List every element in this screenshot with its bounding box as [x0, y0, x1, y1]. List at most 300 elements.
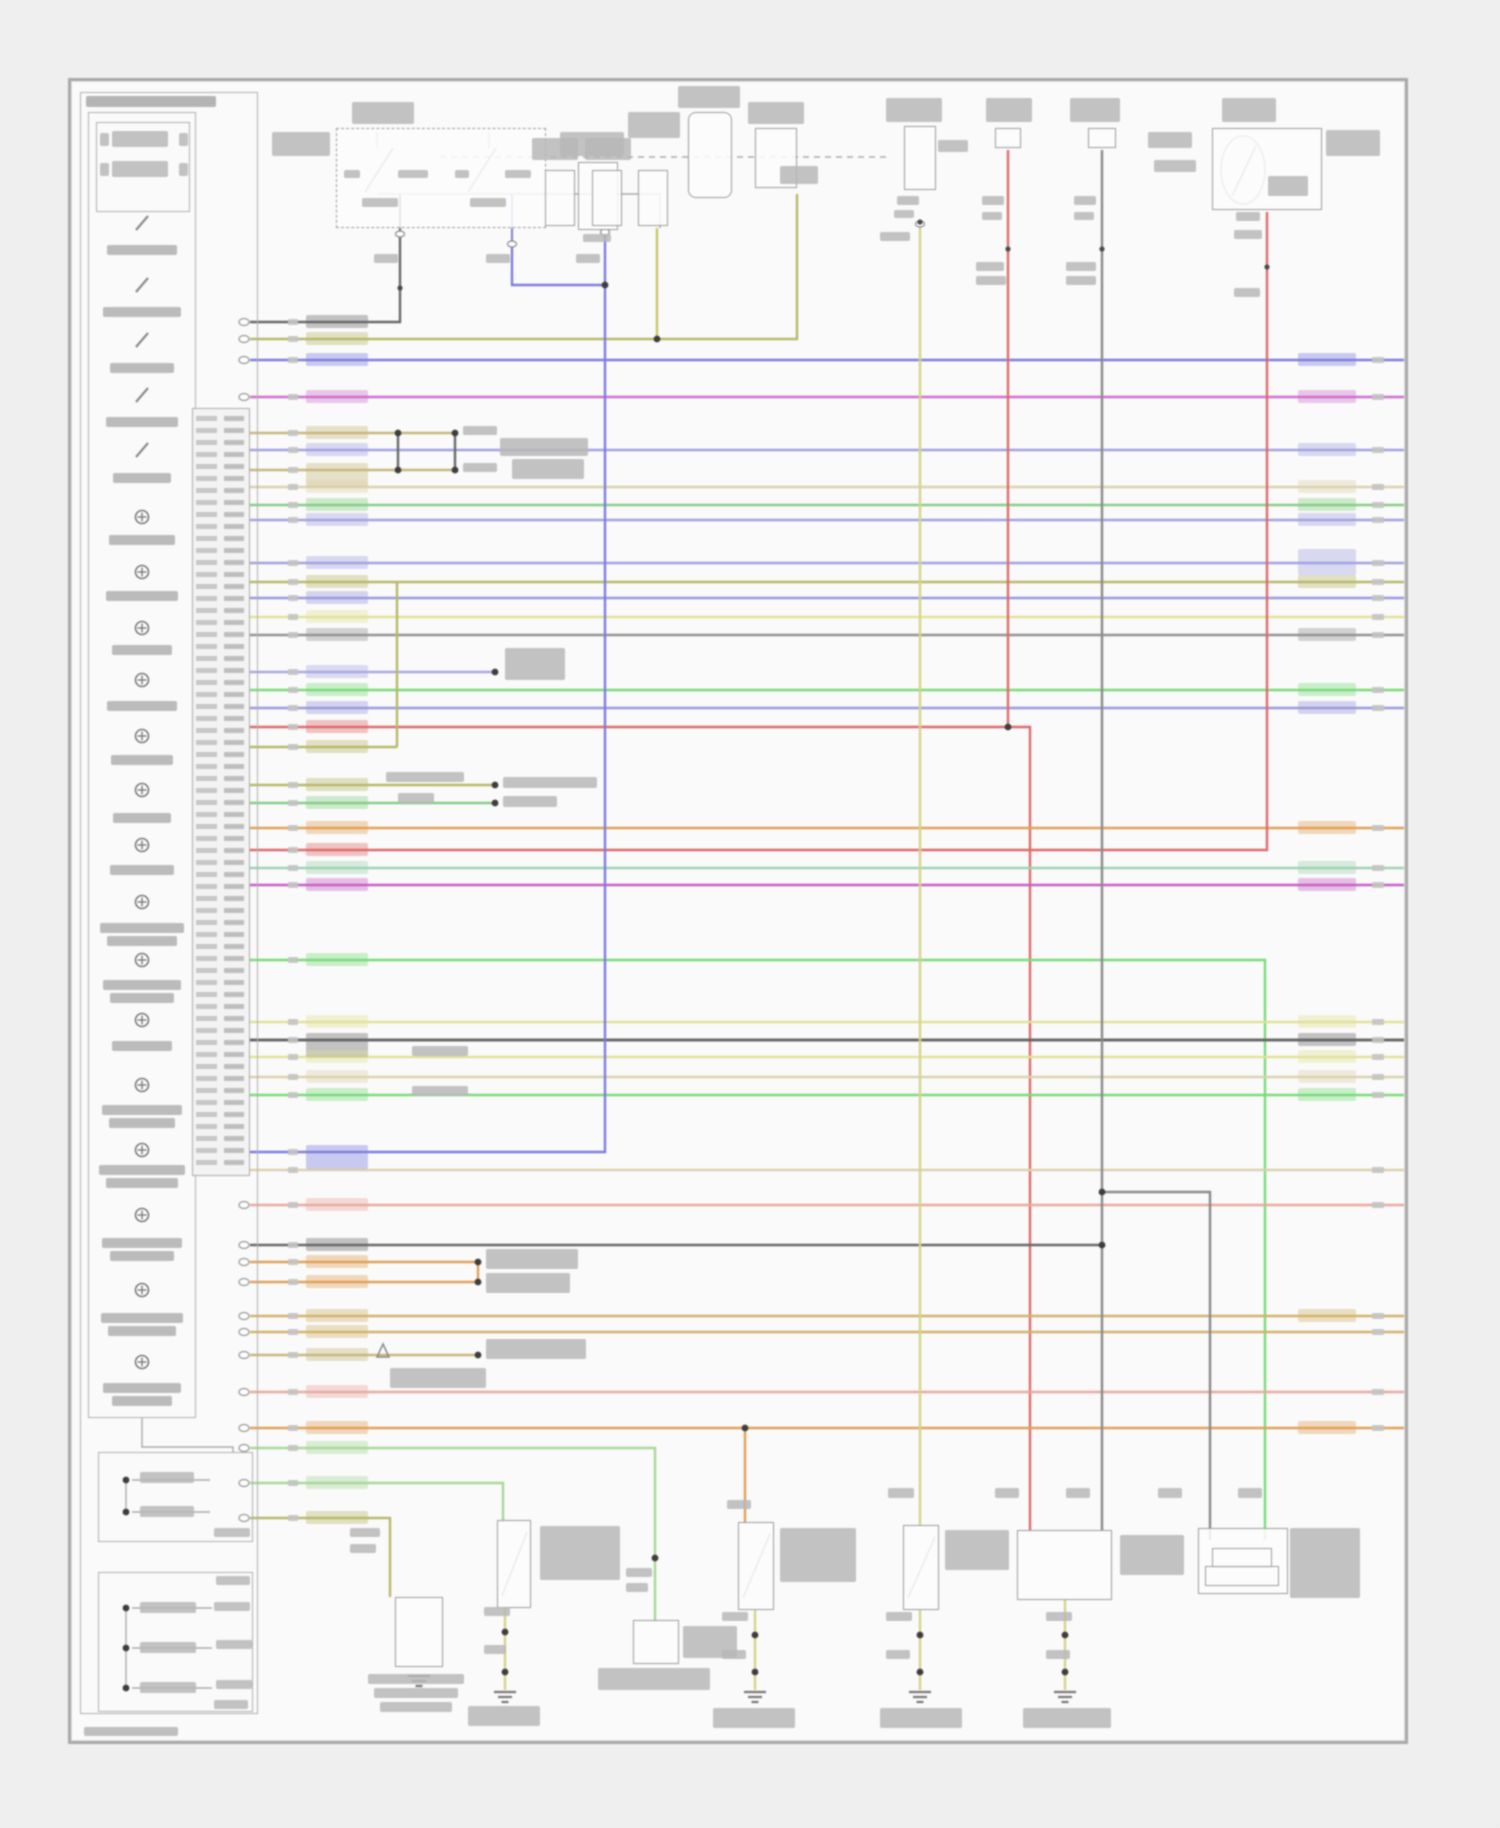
- splice-dot: [397, 285, 402, 290]
- connector-pin-tick: [196, 944, 217, 949]
- label-blob: [484, 1645, 506, 1654]
- wire: [250, 212, 1267, 850]
- component-box: [1088, 128, 1116, 148]
- connector-pin-tick: [224, 1028, 244, 1033]
- pin-number: [288, 394, 298, 400]
- component-box: [904, 126, 936, 190]
- label-blob: [412, 1046, 468, 1056]
- pin-number: [288, 1389, 298, 1395]
- label-blob: [455, 170, 469, 178]
- connector-pin-tick: [224, 848, 244, 853]
- pin-number: [1372, 357, 1384, 363]
- wire-label: [306, 1088, 368, 1101]
- connector-pin-tick: [224, 620, 244, 625]
- wire-label: [306, 1070, 368, 1083]
- label-blob: [1066, 262, 1096, 271]
- connector-pin-tick: [196, 1148, 217, 1153]
- pin-number: [288, 782, 298, 788]
- connector-pin-tick: [224, 1088, 244, 1093]
- connector-pin-tick: [224, 704, 244, 709]
- junction-dot: [602, 282, 609, 289]
- label-blob: [503, 777, 597, 788]
- connector-pin-tick: [196, 764, 217, 769]
- splice-dot: [1264, 264, 1269, 269]
- pin-number: [288, 319, 298, 325]
- junction-dot: [452, 430, 459, 437]
- connector-pin-tick: [224, 740, 244, 745]
- connector-pin-tick: [196, 596, 217, 601]
- pin-number: [1372, 825, 1384, 831]
- pin-number: [288, 357, 298, 363]
- label-blob: [374, 1688, 458, 1698]
- pin-number: [288, 1329, 298, 1335]
- connector-pin-tick: [196, 872, 217, 877]
- sidebar-item-label: [109, 1118, 175, 1128]
- connector-pin-tick: [196, 896, 217, 901]
- sidebar-item-label: [107, 245, 177, 255]
- junction-dot: [395, 467, 402, 474]
- connector-pin-tick: [224, 956, 244, 961]
- label-blob: [386, 772, 464, 782]
- wire: [512, 245, 605, 285]
- label-blob: [880, 1708, 962, 1728]
- pin-number: [288, 1445, 298, 1451]
- connector-pin-tick: [196, 836, 217, 841]
- junction-dot: [1005, 724, 1012, 731]
- connector-pin-tick: [196, 1112, 217, 1117]
- sidebar-item-label: [107, 936, 177, 946]
- connector-pin-tick: [196, 560, 217, 565]
- label-blob: [398, 170, 428, 178]
- wire-end-label: [1298, 1050, 1356, 1063]
- label-blob: [1046, 1612, 1072, 1621]
- label-blob: [512, 459, 584, 479]
- pin-number: [288, 502, 298, 508]
- connector-pin-tick: [224, 992, 244, 997]
- label-blob: [1120, 1535, 1184, 1575]
- pin-number: [288, 560, 298, 566]
- connector-pin-tick: [224, 1124, 244, 1129]
- label-blob: [540, 1526, 620, 1580]
- component-box: [1212, 1548, 1272, 1568]
- wire-label: [306, 1198, 368, 1211]
- connector-pin-tick: [196, 656, 217, 661]
- label-blob: [272, 132, 330, 156]
- label-blob: [503, 796, 557, 807]
- pin-number: [288, 517, 298, 523]
- connector-pin-tick: [224, 944, 244, 949]
- pin-number: [1372, 1074, 1384, 1080]
- wire-label: [306, 1476, 368, 1489]
- label-blob: [626, 1568, 652, 1577]
- pin-number: [1372, 687, 1384, 693]
- connector-pin-tick: [224, 812, 244, 817]
- label-blob: [344, 170, 360, 178]
- component-box: [688, 112, 732, 198]
- connector-pin-tick: [196, 536, 217, 541]
- label-blob: [722, 1612, 748, 1621]
- connector-pin-tick: [196, 860, 217, 865]
- sidebar-item-label: [103, 307, 181, 317]
- pin-number: [1372, 614, 1384, 620]
- connector-pin-tick: [196, 932, 217, 937]
- connector-pin-tick: [196, 512, 217, 517]
- inline-connector: [396, 231, 405, 237]
- connector-pin-tick: [196, 1028, 217, 1033]
- wire-label: [306, 843, 368, 856]
- switch-component: [497, 1520, 531, 1608]
- sidebar-item-label: [113, 813, 171, 823]
- pin-number: [288, 579, 298, 585]
- sidebar-item-label: [112, 1041, 172, 1051]
- label-blob: [500, 438, 588, 456]
- label-blob: [486, 254, 510, 263]
- connector-pin-tick: [224, 980, 244, 985]
- sidebar-item-label: [106, 417, 178, 427]
- connector-pin-tick: [196, 1076, 217, 1081]
- connector-pin-tick: [196, 1088, 217, 1093]
- wire-label: [306, 683, 368, 696]
- wire-label: [306, 1255, 368, 1268]
- pin-number: [1372, 1037, 1384, 1043]
- connector-pin-tick: [196, 1016, 217, 1021]
- pin-number: [288, 687, 298, 693]
- label-blob: [780, 1528, 856, 1582]
- connector-pin-tick: [224, 920, 244, 925]
- connector-pin-tick: [224, 548, 244, 553]
- connector-pin-tick: [224, 1040, 244, 1045]
- junction-dot: [742, 1425, 749, 1432]
- connector-pin-tick: [224, 824, 244, 829]
- sidebar-item-label: [108, 1326, 176, 1336]
- connector-pin-tick: [196, 644, 217, 649]
- sidebar-item-label: [109, 535, 175, 545]
- pin-number: [288, 957, 298, 963]
- connector-pin-tick: [196, 884, 217, 889]
- label-blob: [780, 166, 818, 184]
- connector-pin-tick: [196, 920, 217, 925]
- connector-pin-tick: [224, 788, 244, 793]
- label-blob: [976, 276, 1006, 285]
- pin-number: [288, 1037, 298, 1043]
- connector-pin-tick: [196, 1124, 217, 1129]
- connector-pin-tick: [196, 812, 217, 817]
- wire-end-label: [1298, 1015, 1356, 1028]
- label-blob: [626, 1583, 648, 1592]
- junction-dot: [652, 1555, 659, 1562]
- pin-number: [288, 825, 298, 831]
- connector-pin-tick: [224, 608, 244, 613]
- component-box: [1017, 1530, 1112, 1600]
- label-blob: [897, 196, 919, 205]
- connector-pin-tick: [196, 908, 217, 913]
- connector-pin-tick: [196, 1040, 217, 1045]
- connector-pin-tick: [224, 1160, 244, 1165]
- connector-pin-tick: [196, 788, 217, 793]
- pin-number: [1372, 579, 1384, 585]
- connector-pin-tick: [224, 932, 244, 937]
- component-box: [1205, 1566, 1279, 1586]
- pin-number: [1372, 447, 1384, 453]
- wire: [1102, 1192, 1210, 1540]
- connector-pin-tick: [224, 500, 244, 505]
- label-blob: [1066, 1488, 1090, 1498]
- sidebar-item-label: [102, 1105, 182, 1115]
- connector-pin-tick: [224, 596, 244, 601]
- label-blob: [888, 1488, 914, 1498]
- wire-end-label: [1298, 1421, 1356, 1434]
- connector-pin-tick: [196, 548, 217, 553]
- connector-pin-tick: [196, 1064, 217, 1069]
- label-blob: [1046, 1650, 1070, 1659]
- label-blob: [350, 1528, 380, 1537]
- connector-pin-tick: [224, 764, 244, 769]
- wire-label: [306, 480, 368, 493]
- wire-label: [306, 1238, 368, 1251]
- connector-pin-tick: [196, 716, 217, 721]
- pin-number: [288, 614, 298, 620]
- pin-number: [288, 1167, 298, 1173]
- label-blob: [486, 1339, 586, 1359]
- pin-number: [288, 1515, 298, 1521]
- label-blob: [1154, 160, 1196, 172]
- label-blob: [532, 138, 578, 160]
- label-blob: [412, 1086, 468, 1096]
- label-blob: [886, 1650, 910, 1659]
- pin-number: [1372, 1054, 1384, 1060]
- switch-component: [738, 1522, 774, 1610]
- connector-pin-tick: [196, 968, 217, 973]
- connector-pin-tick: [196, 632, 217, 637]
- pin-number: [288, 430, 298, 436]
- label-blob: [1148, 132, 1192, 148]
- wire-end-label: [1298, 480, 1356, 493]
- label-blob: [583, 234, 611, 242]
- label-blob: [678, 86, 740, 108]
- pin-number: [288, 1480, 298, 1486]
- connector-pin-tick: [224, 668, 244, 673]
- connector-pin-tick: [196, 1100, 217, 1105]
- pin-number: [1372, 1019, 1384, 1025]
- junction-dot: [917, 1669, 924, 1676]
- wire-label: [306, 1275, 368, 1288]
- connector-pin-tick: [224, 752, 244, 757]
- component-box: [1212, 128, 1322, 210]
- sidebar-top-subbox: [96, 122, 190, 212]
- connector-pin-tick: [224, 524, 244, 529]
- junction-dot: [395, 430, 402, 437]
- pin-number: [288, 1202, 298, 1208]
- pin-number: [1372, 484, 1384, 490]
- connector-pin-tick: [224, 584, 244, 589]
- component-box: [336, 128, 546, 228]
- connector-pin-tick: [196, 692, 217, 697]
- label-blob: [982, 212, 1002, 220]
- junction-dot: [654, 336, 661, 343]
- pin-number: [288, 1313, 298, 1319]
- pin-number: [1372, 1167, 1384, 1173]
- connector-pin-tick: [196, 1160, 217, 1165]
- sidebar-bottom-box-b: [98, 1572, 253, 1712]
- pin-number: [288, 724, 298, 730]
- pin-number: [288, 632, 298, 638]
- connector-pin-tick: [196, 956, 217, 961]
- pin-number: [1372, 1092, 1384, 1098]
- connector-pin-tick: [196, 776, 217, 781]
- wire-label: [306, 1309, 368, 1322]
- connector-pin-tick: [224, 428, 244, 433]
- connector-pin-tick: [224, 1112, 244, 1117]
- label-blob: [1326, 130, 1380, 156]
- wire-label: [306, 1325, 368, 1338]
- wire-end-label: [1298, 1033, 1356, 1046]
- connector-pin-tick: [196, 608, 217, 613]
- connector-pin-tick: [224, 896, 244, 901]
- sidebar-item-label: [106, 1178, 178, 1188]
- component-box: [545, 170, 575, 226]
- sidebar-item-label: [103, 1383, 181, 1393]
- label-blob: [390, 1368, 486, 1388]
- connector-pin-tick: [224, 1064, 244, 1069]
- sidebar-item-label: [110, 865, 174, 875]
- junction-dot: [502, 1629, 509, 1636]
- connector-pin-tick: [224, 692, 244, 697]
- pin-number: [1372, 1313, 1384, 1319]
- component-box: [995, 128, 1021, 148]
- label-blob: [368, 1674, 464, 1684]
- label-blob: [1023, 1708, 1111, 1728]
- pin-number: [288, 484, 298, 490]
- junction-dot: [1062, 1632, 1069, 1639]
- connector-pin-tick: [224, 716, 244, 721]
- wire-label: [306, 332, 368, 345]
- wire-label: [306, 513, 368, 526]
- splice-dot: [1099, 246, 1104, 251]
- splice-dot: [917, 219, 922, 224]
- sidebar-item-label: [112, 645, 172, 655]
- wire-end-label: [1298, 821, 1356, 834]
- pin-number: [288, 1092, 298, 1098]
- label-blob: [576, 254, 600, 263]
- connector-pin-tick: [224, 1052, 244, 1057]
- label-blob: [486, 1273, 570, 1293]
- connector-pin-tick: [196, 980, 217, 985]
- connector-pin-tick: [196, 1052, 217, 1057]
- component-box: [395, 1597, 443, 1667]
- connector-pin-tick: [196, 752, 217, 757]
- label-blob: [1238, 1488, 1262, 1498]
- connector-pin-tick: [196, 992, 217, 997]
- label-blob: [1290, 1528, 1360, 1598]
- label-blob: [1158, 1488, 1182, 1498]
- sidebar-item-label: [106, 591, 178, 601]
- pin-number: [1372, 517, 1384, 523]
- wire: [250, 236, 400, 322]
- label-blob: [484, 1607, 510, 1616]
- connector-pin-tick: [224, 1004, 244, 1009]
- wire-label: [306, 390, 368, 403]
- label-blob: [585, 138, 631, 160]
- connector-pin-tick: [224, 464, 244, 469]
- label-blob: [722, 1650, 746, 1659]
- pin-number: [288, 669, 298, 675]
- wire-label: [306, 426, 368, 439]
- wire-label: [306, 498, 368, 511]
- connector-pin-tick: [196, 416, 217, 421]
- connector-pin-tick: [224, 488, 244, 493]
- connector-pin-tick: [196, 476, 217, 481]
- junction-dot: [752, 1669, 759, 1676]
- wire-label: [306, 353, 368, 366]
- connector-pin-tick: [196, 452, 217, 457]
- junction-dot: [752, 1632, 759, 1639]
- connector-pin-tick: [196, 620, 217, 625]
- wire-label: [306, 1511, 368, 1524]
- junction-dot: [475, 1279, 482, 1286]
- connector-pin-tick: [224, 680, 244, 685]
- label-blob: [1268, 176, 1308, 196]
- wire-end-label: [1298, 513, 1356, 526]
- junction-dot: [475, 1259, 482, 1266]
- sidebar-item-label: [110, 1251, 174, 1261]
- wire-label: [306, 1441, 368, 1454]
- label-blob: [1066, 276, 1096, 285]
- sidebar-item-label: [99, 1165, 185, 1175]
- label-blob: [486, 1249, 578, 1269]
- connector-pin-tick: [196, 572, 217, 577]
- wire-end-label: [1298, 861, 1356, 874]
- wire-label: [306, 861, 368, 874]
- connector-pin-tick: [224, 560, 244, 565]
- label-blob: [976, 262, 1004, 271]
- connector-pin-tick: [224, 512, 244, 517]
- pin-number: [1372, 560, 1384, 566]
- component-box: [638, 170, 668, 226]
- connector-pin-tick: [224, 776, 244, 781]
- pin-number: [288, 1054, 298, 1060]
- pin-number: [288, 595, 298, 601]
- connector-pin-tick: [224, 656, 244, 661]
- connector-pin-tick: [224, 968, 244, 973]
- pin-number: [288, 467, 298, 473]
- connector-pin-tick: [224, 872, 244, 877]
- connector-pin-tick: [196, 824, 217, 829]
- label-blob: [886, 98, 942, 122]
- wire-label: [306, 591, 368, 604]
- label-blob: [1236, 212, 1260, 221]
- label-blob: [1070, 98, 1120, 122]
- component-box: [592, 170, 622, 226]
- wire-end-label: [1298, 1070, 1356, 1083]
- connector-pin-tick: [224, 476, 244, 481]
- switch-component: [903, 1525, 939, 1610]
- wire-label: [306, 953, 368, 966]
- connector-pin-tick: [224, 908, 244, 913]
- connector-pin-tick: [196, 500, 217, 505]
- connector-pin-tick: [224, 572, 244, 577]
- wire-end-label: [1298, 353, 1356, 366]
- pin-number: [1372, 632, 1384, 638]
- sidebar-item-label: [113, 473, 171, 483]
- pin-number: [288, 1279, 298, 1285]
- label-blob: [1074, 212, 1094, 220]
- wire-label: [306, 878, 368, 891]
- pin-number: [288, 705, 298, 711]
- label-blob: [463, 426, 497, 435]
- connector-pin-tick: [196, 488, 217, 493]
- connector-pin-tick: [224, 1016, 244, 1021]
- label-blob: [986, 98, 1032, 122]
